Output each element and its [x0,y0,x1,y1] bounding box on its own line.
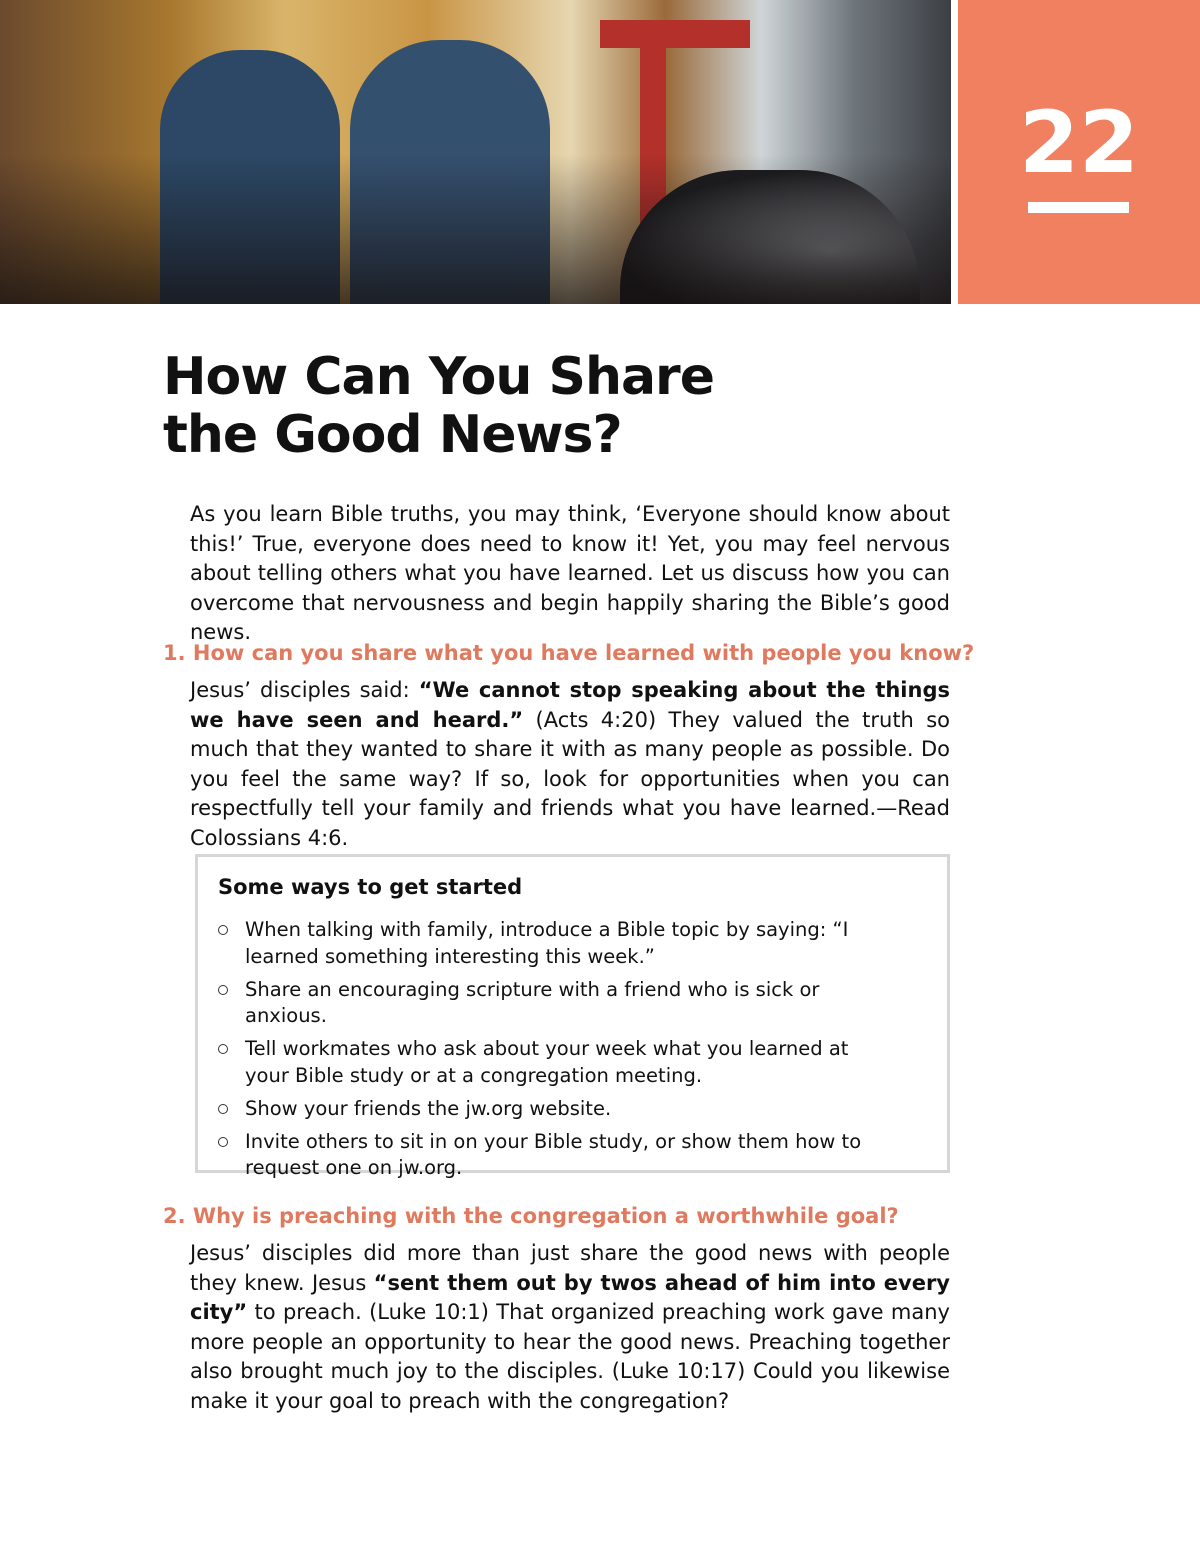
text-segment: (Acts 4:20) They valued the truth so much that they wanted to share it with as many people as possible. Do you feel the same way? If so, look for opportunities when you can respectfully tell your family and friends what you have learned.—Read Colossians 4:6. [190,707,950,850]
text-segment: Jesus’ disciples said: [190,678,419,702]
list-item [218,917,888,970]
section-2-paragraph [190,1239,950,1417]
circle-bullet-icon [218,925,228,935]
tips-list [218,917,888,1188]
list-item-text: When talking with family, introduce a Bible topic by saying: “I learned something interesting this week.” [245,918,849,968]
text-segment: to preach. (Luke 10:1) That organized preaching work gave many more people an opportunity to hear the good news. Preaching together also brought much joy to the disciples. (Luke 10:17) Could you likewise make it your goal to preach with the congregation? [190,1300,950,1413]
list-item-text: Invite others to sit in on your Bible study, or show them how to request one on jw.org. [245,1129,862,1179]
question-2-heading: 2. Why is preaching with the congregation a worthwhile goal? [163,1204,899,1228]
circle-bullet-icon [218,1137,228,1147]
header-photo-mechanics-sharing-phone [0,0,951,304]
list-item-text: Tell workmates who ask about your week what you learned at your Bible study or at a congregation meeting. [245,1037,849,1087]
title-line: How Can You Share [163,347,714,407]
scripture-quote: “sent them out by twos ahead of him into every city” [190,1270,950,1325]
list-item [218,977,888,1030]
list-item-text: Show your friends the jw.org website. [245,1096,612,1120]
circle-bullet-icon [218,1044,228,1054]
text-segment: Jesus’ disciples did more than just share the good news with people they knew. Jesus [190,1241,950,1295]
title-line: the Good News? [163,405,622,465]
section-1-paragraph [190,676,950,854]
photo-shade [0,154,951,304]
tips-box-title: Some ways to get started [218,875,523,899]
list-item-text: Share an encouraging scripture with a friend who is sick or anxious. [245,977,820,1027]
circle-bullet-icon [218,1104,228,1114]
list-item [218,1096,888,1123]
list-item [218,1036,888,1089]
tips-box [195,854,950,1179]
scripture-quote: “We cannot stop speaking about the things we have seen and heard.” [190,678,950,732]
chapter-number-underline [1028,202,1129,213]
list-item [218,1129,888,1182]
chapter-number: 22 [1019,93,1139,193]
page-title [163,348,714,464]
intro-paragraph: As you learn Bible truths, you may think, ‘Everyone should know about this!’ True, everyone does need to know it! Yet, you may feel nervous about telling others what you have learned. Let us discuss how you can overcome that nervousness and begin happily sharing the Bible’s good news. [190,502,950,645]
question-1-heading: 1. How can you share what you have learned with people you know? [163,641,975,665]
chapter-number-block [958,0,1200,304]
circle-bullet-icon [218,985,228,995]
